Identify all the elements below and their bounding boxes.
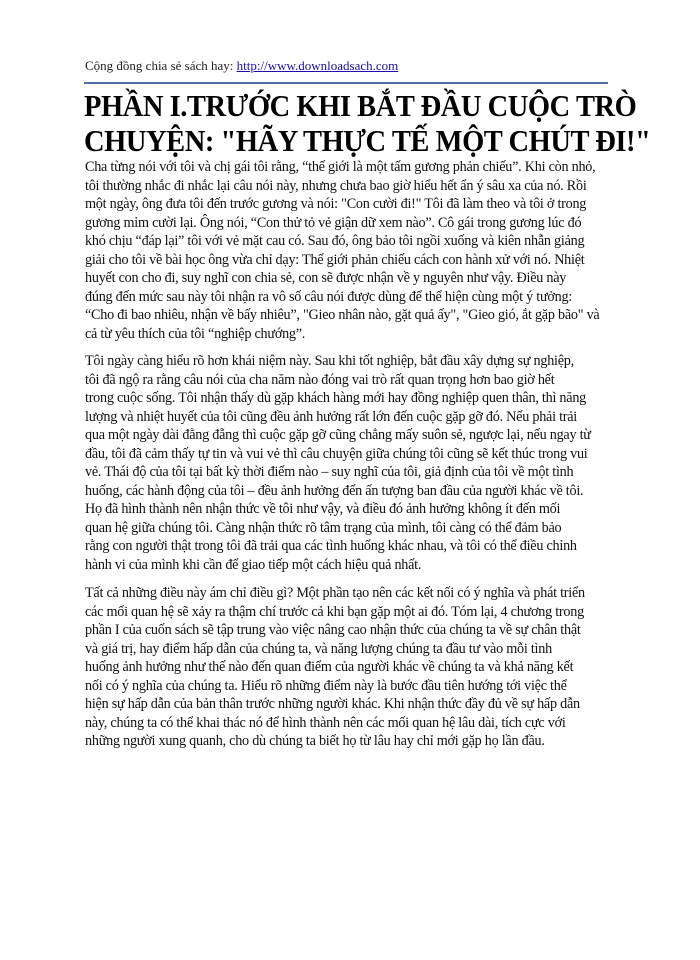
text-line: Tôi ngày càng hiểu rõ hơn khái niệm này. Sau khi tốt nghiệp, bắt đầu xây dựng sự nghiệp, [85,353,574,369]
text-line: huống ảnh hưởng như thế nào đến quan điểm của người khác về chúng ta và khả năng kết [85,659,574,675]
chapter-title [84,88,650,158]
title-line: PHẦN I.TRƯỚC KHI BẮT ĐẦU CUỘC TRÒ [84,88,637,123]
text-line: vẻ. Thái độ của tôi tại bất kỳ thời điểm nào – suy nghĩ của tôi, giả định của tôi về một tình [85,464,574,480]
text-line: phần I của cuốn sách sẽ tập trung vào việc nâng cao nhận thức của chúng ta về sự chân thật [85,622,581,638]
text-line: tôi thường nhắc đi nhắc lại câu nói này, nhưng chưa bao giờ hiểu hết ẩn ý sâu xa của nó. Rồi [85,177,587,194]
paragraph-1 [85,158,599,343]
text-line: này, chúng ta có thể khai thác nó để hình thành nên các mối quan hệ lâu dài, tích cực với [85,714,566,731]
text-line: những người xung quanh, cho dù chúng ta biết họ từ lâu hay chỉ mới gặp họ lần đầu. [85,733,545,749]
text-line: Họ đã hình thành nên nhận thức về tôi như vậy, và điều đó ảnh hưởng không ít đến mối [85,501,561,517]
text-line: và giá trị, hay điểm hấp dẫn của chúng ta, và năng lượng chúng ta đầu tư vào mỗi tình [85,640,552,657]
text-line: huyết con cho đi, suy nghĩ con chia sẻ, con sẽ được nhận về y nguyên như vậy. Điều này [85,270,567,286]
text-line: hành vi của mình khi cần để giao tiếp một cách hiệu quả nhất. [85,556,422,573]
text-line: quan hệ giữa chúng tôi. Càng nhận thức rõ tâm trạng của mình, tôi càng có thể đảm bảo [85,519,562,536]
text-line: một ngày, ông đưa tôi đến trước gương và nói: "Con cười đi!" Tôi đã làm theo và tôi ở trong [85,196,587,212]
text-line: qua một ngày dài đằng đẵng thì cuộc gặp gỡ cũng chẳng mấy suôn sẻ, ngược lại, nếu ngay từ [85,427,591,443]
text-line: Tất cả những điều này ám chỉ điều gì? Một phần tạo nên các kết nối có ý nghĩa và phát triển [85,585,585,601]
text-line: tôi đã ngộ ra rằng câu nói của cha năm nào đóng vai trò rất quan trọng hơn bao giờ hết [85,371,555,388]
text-line: trong cuộc sống. Tôi nhận thấy dù gặp khách hàng mới hay đồng nghiệp quen thân, thì năng [85,390,587,406]
text-line: huống, các hành động của tôi – đều ảnh hưởng đến ấn tượng ban đầu của người khác về tôi. [85,482,584,499]
header-link[interactable]: http://www.downloadsach.com [236,58,399,73]
text-line: hiện sự hấp dẫn của bản thân trước những người khác. Khi nhận thức đầy đủ về sự hấp dẫn [85,696,580,712]
title-line: CHUYỆN: "HÃY THỰC TẾ MỘT CHÚT ĐI!" [84,123,651,158]
paragraph-3 [85,584,585,751]
text-line: khó chịu “đáp lại” tôi với vẻ mặt cau có. Sau đó, ông bảo tôi ngồi xuống và kiên nhẫn giảng [85,233,585,249]
text-line: nối có ý nghĩa của chúng ta. Hiểu rõ những điểm này là bước đầu tiên hướng tới việc thể [85,677,567,694]
text-line: đúng đến mức sau này tôi nhận ra vô số câu nói được dùng để thể hiện cùng một ý tưởng: [85,288,573,305]
text-line: Cha từng nói với tôi và chị gái tôi rằng, “thế giới là một tấm gương phản chiếu”. Khi còn nhỏ, [85,159,596,175]
page-header [85,58,398,74]
text-line: lượng và nhiệt huyết của tôi cũng đều ảnh hưởng rất lớn đến cuộc gặp gỡ đó. Nếu phải trải [85,408,577,425]
header-divider [84,82,608,84]
header-label: Cộng đồng chia sẻ sách hay: [85,58,237,73]
text-line: giải cho tôi về bài học ông vừa chỉ dạy: Thế giới phản chiếu cách con hành xử với nó. Nhiệt [85,251,585,268]
text-line: các mối quan hệ sẽ xảy ra thậm chí trước cả khi bạn gặp một ai đó. Tóm lại, 4 chương trong [85,603,584,620]
paragraph-2 [85,352,591,574]
text-line: rằng con người thật trong tôi đã trải qua các tình huống khác nhau, và tôi có thể điều chỉnh [85,538,577,554]
text-line: “Cho đi bao nhiêu, nhận về bấy nhiêu”, "Gieo nhân nào, gặt quả ấy", "Gieo gió, ắt gặp bão" và [85,307,600,323]
text-line: cả từ yêu thích của tôi “nghiệp chướng”. [85,325,306,342]
text-line: gương mỉm cười lại. Ông nói, “Con thử tỏ vẻ giận dữ xem nào”. Cô gái trong gương lúc đó [85,214,582,231]
text-line: đầu, tôi đã cảm thấy tự tin và vui vẻ thì câu chuyện giữa chúng tôi cũng sẽ kết thúc trong vui [85,445,588,462]
